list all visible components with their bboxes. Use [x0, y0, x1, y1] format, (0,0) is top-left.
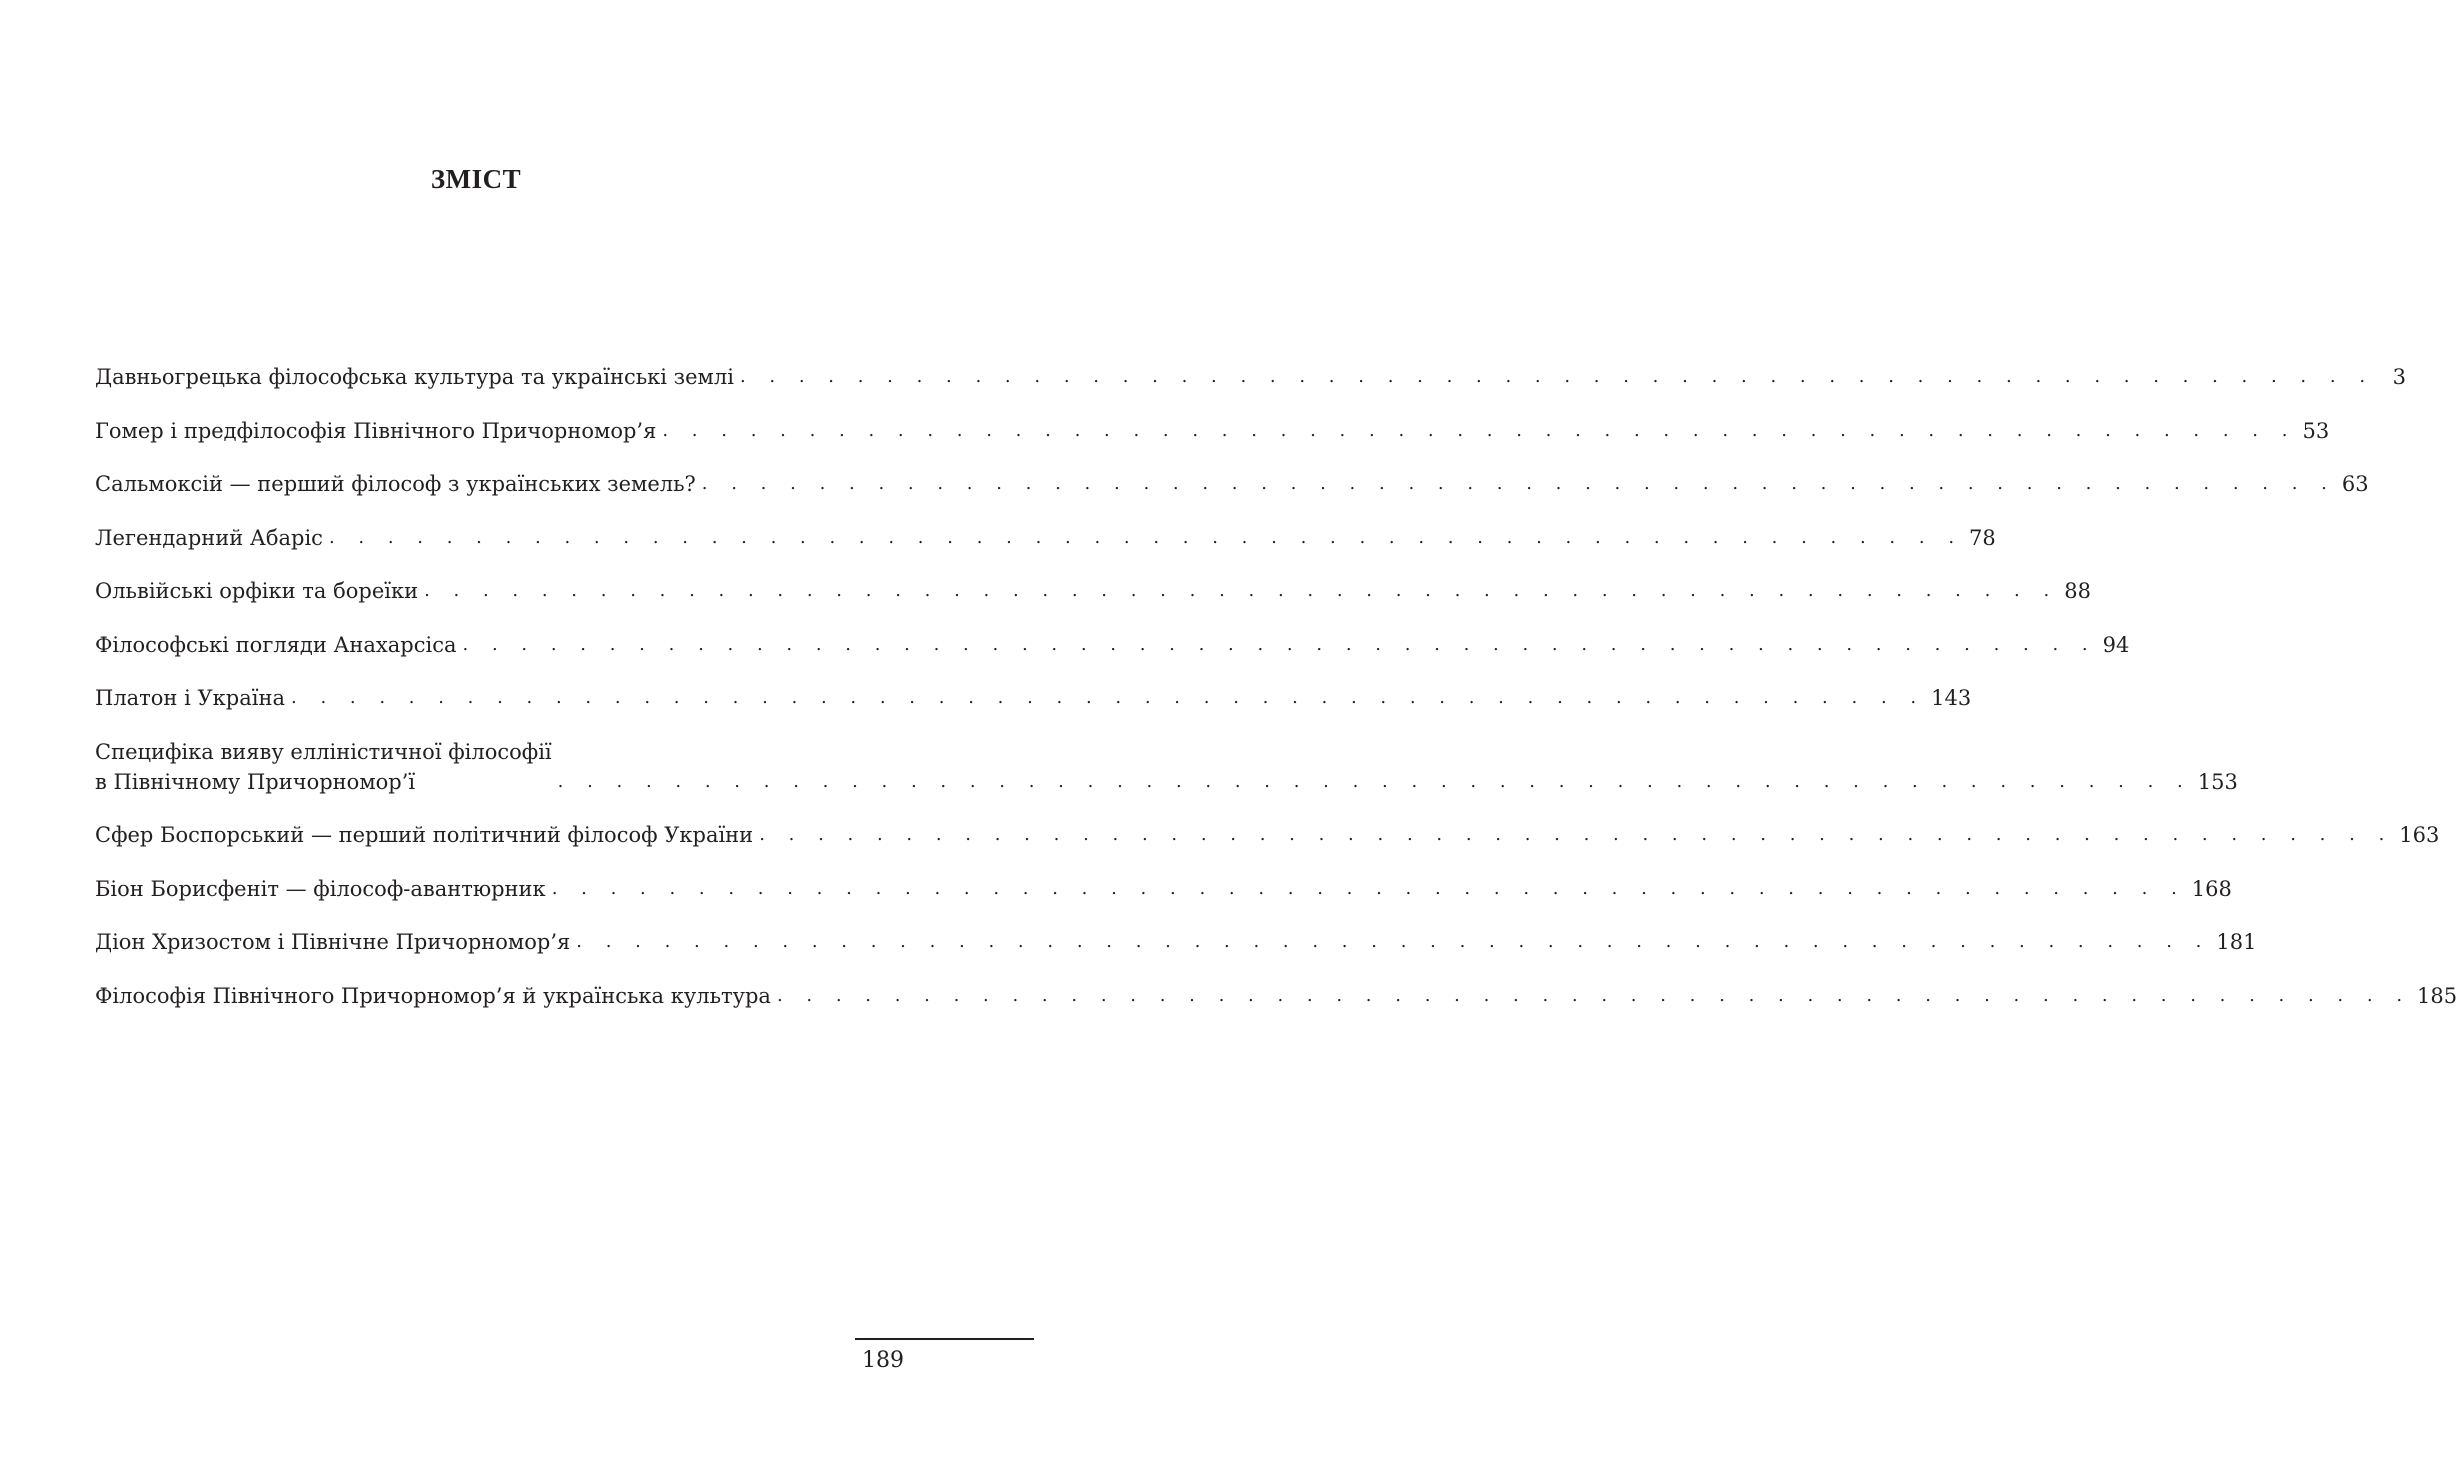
toc-entry-title-line2: в Північному Причорномор’ї — [95, 769, 416, 794]
toc-entry-title: Біон Борисфеніт — філософ-авантюрник — [95, 876, 546, 901]
toc-entry-page: 153 — [2197, 769, 2238, 794]
toc-entry-title: Давньогрецька філософська культура та українські землі — [95, 365, 734, 389]
toc-entry[interactable] — [95, 737, 2238, 797]
toc-entry-title: Сальмоксій — перший філософ з українських земель? — [95, 472, 696, 496]
dot-leader: . . . . . . . . . . . . . . . . . . . . . . . . . . . . . . . . . . . . . . . . . . . . . . . . . . . . . . . . — [551, 877, 2186, 899]
toc-entry-page: 143 — [1931, 686, 1972, 710]
toc-entry-title: Філософія Північного Причорномор’я й українська культура — [95, 983, 771, 1008]
toc-entry-title: Легендарний Абаріс — [95, 525, 323, 550]
toc-entry-title: Діон Хризостом і Північне Причорномор’я — [95, 930, 571, 954]
toc-entry-title: Гомер і предфілософія Північного Причорномор’я — [95, 418, 657, 443]
toc-entry-title — [95, 737, 558, 797]
toc-entry-page: 3 — [2392, 365, 2407, 389]
dot-leader: . . . . . . . . . . . . . . . . . . . . . . . . . . . . . . . . . . . . . . . . . . . . . . . . . . . . . . . . — [462, 633, 2097, 655]
toc-entry-title: Сфер Боспорський — перший політичний філософ України — [95, 823, 754, 847]
dot-leader: . . . . . . . . . . . . . . . . . . . . . . . . . . . . . . . . . . . . . . . . . . . . . . . . . . . . . . . . — [739, 366, 2375, 387]
toc-entry[interactable] — [95, 981, 2457, 1011]
dot-leader: . . . . . . . . . . . . . . . . . . . . . . . . . . . . . . . . . . . . . . . . . . . . . . . . . . . . . . . . — [662, 419, 2297, 441]
page-title: ЗМІСТ — [430, 164, 522, 194]
dot-leader: . . . . . . . . . . . . . . . . . . . . . . . . . . . . . . . . . . . . . . . . . . . . . . . . . . . . . . . . — [328, 526, 1964, 548]
dot-leader: . . . . . . . . . . . . . . . . . . . . . . . . . . . . . . . . . . . . . . . . . . . . . . . . . . . . . . . . — [776, 984, 2412, 1006]
dot-leader: . . . . . . . . . . . . . . . . . . . . . . . . . . . . . . . . . . . . . . . . . . . . . . . . . . . . . . . . — [701, 473, 2336, 494]
table-of-contents — [95, 362, 2457, 1034]
toc-entry-page: 168 — [2191, 876, 2232, 901]
toc-entry-page: 163 — [2399, 823, 2440, 847]
footer-page-number: 189 — [862, 1348, 904, 1373]
toc-entry[interactable] — [95, 469, 2369, 499]
toc-entry-page: 181 — [2216, 930, 2257, 954]
toc-entry[interactable] — [95, 576, 2091, 606]
dot-leader: . . . . . . . . . . . . . . . . . . . . . . . . . . . . . . . . . . . . . . . . . . . . . . . . . . . . . . . . — [576, 931, 2211, 952]
footer-rule — [855, 1338, 1034, 1340]
dot-leader: . . . . . . . . . . . . . . . . . . . . . . . . . . . . . . . . . . . . . . . . . . . . . . . . . . . . . . . . — [291, 687, 1926, 708]
toc-entry[interactable] — [95, 523, 1996, 553]
toc-entry-page: 88 — [2064, 579, 2091, 603]
toc-entry-title: Платон і Україна — [95, 686, 285, 710]
toc-entry-title-line1: Специфіка вияву елліністичної філософії — [95, 739, 552, 764]
toc-entry[interactable] — [95, 874, 2232, 904]
toc-entry[interactable] — [95, 630, 2130, 660]
toc-entry[interactable] — [95, 683, 1972, 713]
toc-entry[interactable] — [95, 416, 2330, 446]
dot-leader: . . . . . . . . . . . . . . . . . . . . . . . . . . . . . . . . . . . . . . . . . . . . . . . . . . . . . . . . — [759, 824, 2394, 845]
toc-entry-title: Філософські погляди Анахарсіса — [95, 632, 457, 657]
toc-entry-title: Ольвійські орфіки та бореїки — [95, 579, 419, 603]
toc-entry-page: 78 — [1969, 525, 1996, 550]
dot-leader: . . . . . . . . . . . . . . . . . . . . . . . . . . . . . . . . . . . . . . . . . . . . . . . . . . . . . . . . — [557, 770, 2192, 792]
toc-entry-page: 63 — [2341, 472, 2369, 496]
dot-leader: . . . . . . . . . . . . . . . . . . . . . . . . . . . . . . . . . . . . . . . . . . . . . . . . . . . . . . . . — [424, 580, 2059, 601]
toc-entry[interactable] — [95, 362, 2407, 392]
toc-entry[interactable] — [95, 820, 2440, 850]
toc-entry-page: 94 — [2102, 632, 2130, 657]
toc-entry[interactable] — [95, 927, 2257, 957]
toc-entry-page: 53 — [2302, 418, 2330, 443]
toc-entry-page: 185 — [2417, 983, 2457, 1008]
